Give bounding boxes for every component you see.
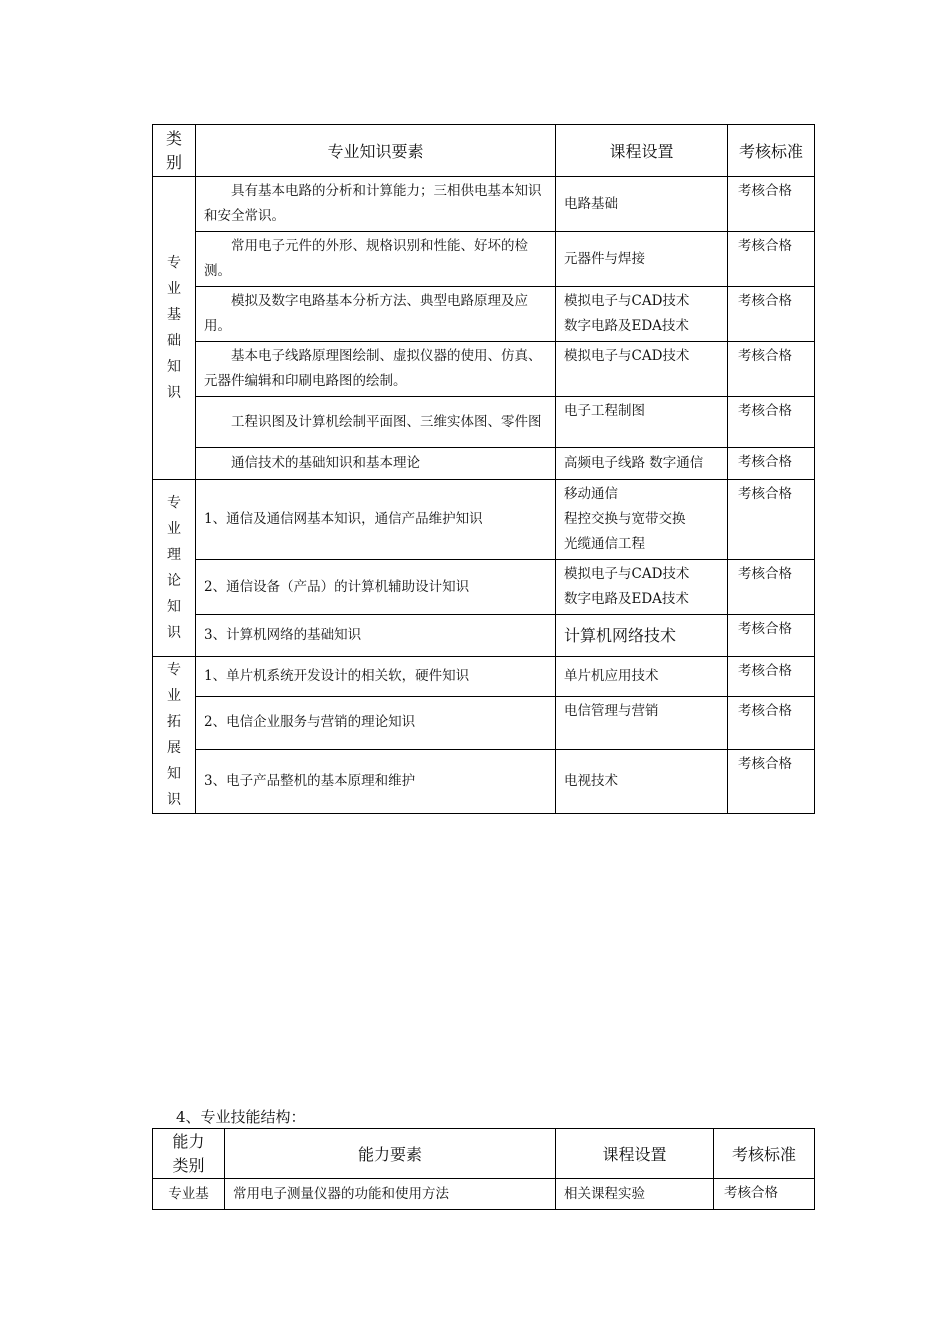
- standard-cell: 考核合格: [728, 448, 815, 480]
- course-cell: 电信管理与营销: [556, 696, 728, 749]
- header-course: 课程设置: [556, 1129, 714, 1179]
- table-row: [153, 177, 815, 232]
- course-cell: 高频电子线路 数字通信: [556, 448, 728, 480]
- course-cell: 模拟电子与CAD技术 数字电路及EDA技术: [556, 560, 728, 615]
- header-element: 专业知识要素: [196, 125, 556, 177]
- table-row: [153, 448, 815, 480]
- skills-table: [152, 1128, 815, 1210]
- standard-cell: 考核合格: [728, 696, 815, 749]
- standard-cell: 考核合格: [728, 480, 815, 560]
- element-cell: 模拟及数字电路基本分析方法、典型电路原理及应用。: [196, 287, 556, 342]
- course-cell: 移动通信 程控交换与宽带交换 光缆通信工程: [556, 480, 728, 560]
- table-row: [153, 615, 815, 657]
- table-row: [153, 342, 815, 397]
- standard-cell: 考核合格: [728, 342, 815, 397]
- course-cell: 电子工程制图: [556, 397, 728, 448]
- header-standard: 考核标准: [728, 125, 815, 177]
- standard-cell: 考核合格: [728, 232, 815, 287]
- standard-cell: 考核合格: [728, 177, 815, 232]
- table-header-row: [153, 125, 815, 177]
- course-cell: 相关课程实验: [556, 1179, 714, 1210]
- course-cell: 模拟电子与CAD技术: [556, 342, 728, 397]
- knowledge-table: [152, 124, 815, 814]
- course-cell: 单片机应用技术: [556, 657, 728, 697]
- standard-cell: 考核合格: [714, 1179, 815, 1210]
- standard-cell: 考核合格: [728, 615, 815, 657]
- table-row: [153, 397, 815, 448]
- course-cell: 电视技术: [556, 750, 728, 814]
- element-cell: 3、电子产品整机的基本原理和维护: [196, 750, 556, 814]
- section-title: 4、专业技能结构：: [176, 1108, 306, 1126]
- table-row: [153, 657, 815, 697]
- table-header-row: [153, 1129, 815, 1179]
- course-cell: 模拟电子与CAD技术 数字电路及EDA技术: [556, 287, 728, 342]
- table-row: [153, 1179, 815, 1210]
- table-row: [153, 750, 815, 814]
- header-element: 能力要素: [225, 1129, 556, 1179]
- element-cell: 1、单片机系统开发设计的相关软，硬件知识: [196, 657, 556, 697]
- standard-cell: 考核合格: [728, 397, 815, 448]
- element-cell: 2、电信企业服务与营销的理论知识: [196, 696, 556, 749]
- element-cell: 工程识图及计算机绘制平面图、三维实体图、零件图: [196, 397, 556, 448]
- course-cell: 元器件与焊接: [556, 232, 728, 287]
- course-cell: 电路基础: [556, 177, 728, 232]
- table-row: [153, 480, 815, 560]
- header-category: 能力 类别: [153, 1129, 225, 1179]
- header-standard: 考核标准: [714, 1129, 815, 1179]
- element-cell: 具有基本电路的分析和计算能力；三相供电基本知识和安全常识。: [196, 177, 556, 232]
- element-cell: 常用电子测量仪器的功能和使用方法: [225, 1179, 556, 1210]
- category-theory-knowledge: 专 业 理 论 知 识: [153, 480, 196, 657]
- category-extended-knowledge: 专 业 拓 展 知 识: [153, 657, 196, 814]
- element-cell: 3、计算机网络的基础知识: [196, 615, 556, 657]
- standard-cell: 考核合格: [728, 750, 815, 814]
- header-category: 类 别: [153, 125, 196, 177]
- element-cell: 2、通信设备（产品）的计算机辅助设计知识: [196, 560, 556, 615]
- element-cell: 常用电子元件的外形、规格识别和性能、好坏的检测。: [196, 232, 556, 287]
- element-cell: 基本电子线路原理图绘制、虚拟仪器的使用、仿真、元器件编辑和印刷电路图的绘制。: [196, 342, 556, 397]
- category-cell: 专业基: [153, 1179, 225, 1210]
- course-cell: 计算机网络技术: [556, 615, 728, 657]
- element-cell: 通信技术的基础知识和基本理论: [196, 448, 556, 480]
- standard-cell: 考核合格: [728, 657, 815, 697]
- table-row: [153, 696, 815, 749]
- element-cell: 1、通信及通信网基本知识，通信产品维护知识: [196, 480, 556, 560]
- category-basic-knowledge: 专 业 基 础 知 识: [153, 177, 196, 480]
- header-course: 课程设置: [556, 125, 728, 177]
- table-row: [153, 560, 815, 615]
- standard-cell: 考核合格: [728, 560, 815, 615]
- table-row: [153, 232, 815, 287]
- standard-cell: 考核合格: [728, 287, 815, 342]
- table-row: [153, 287, 815, 342]
